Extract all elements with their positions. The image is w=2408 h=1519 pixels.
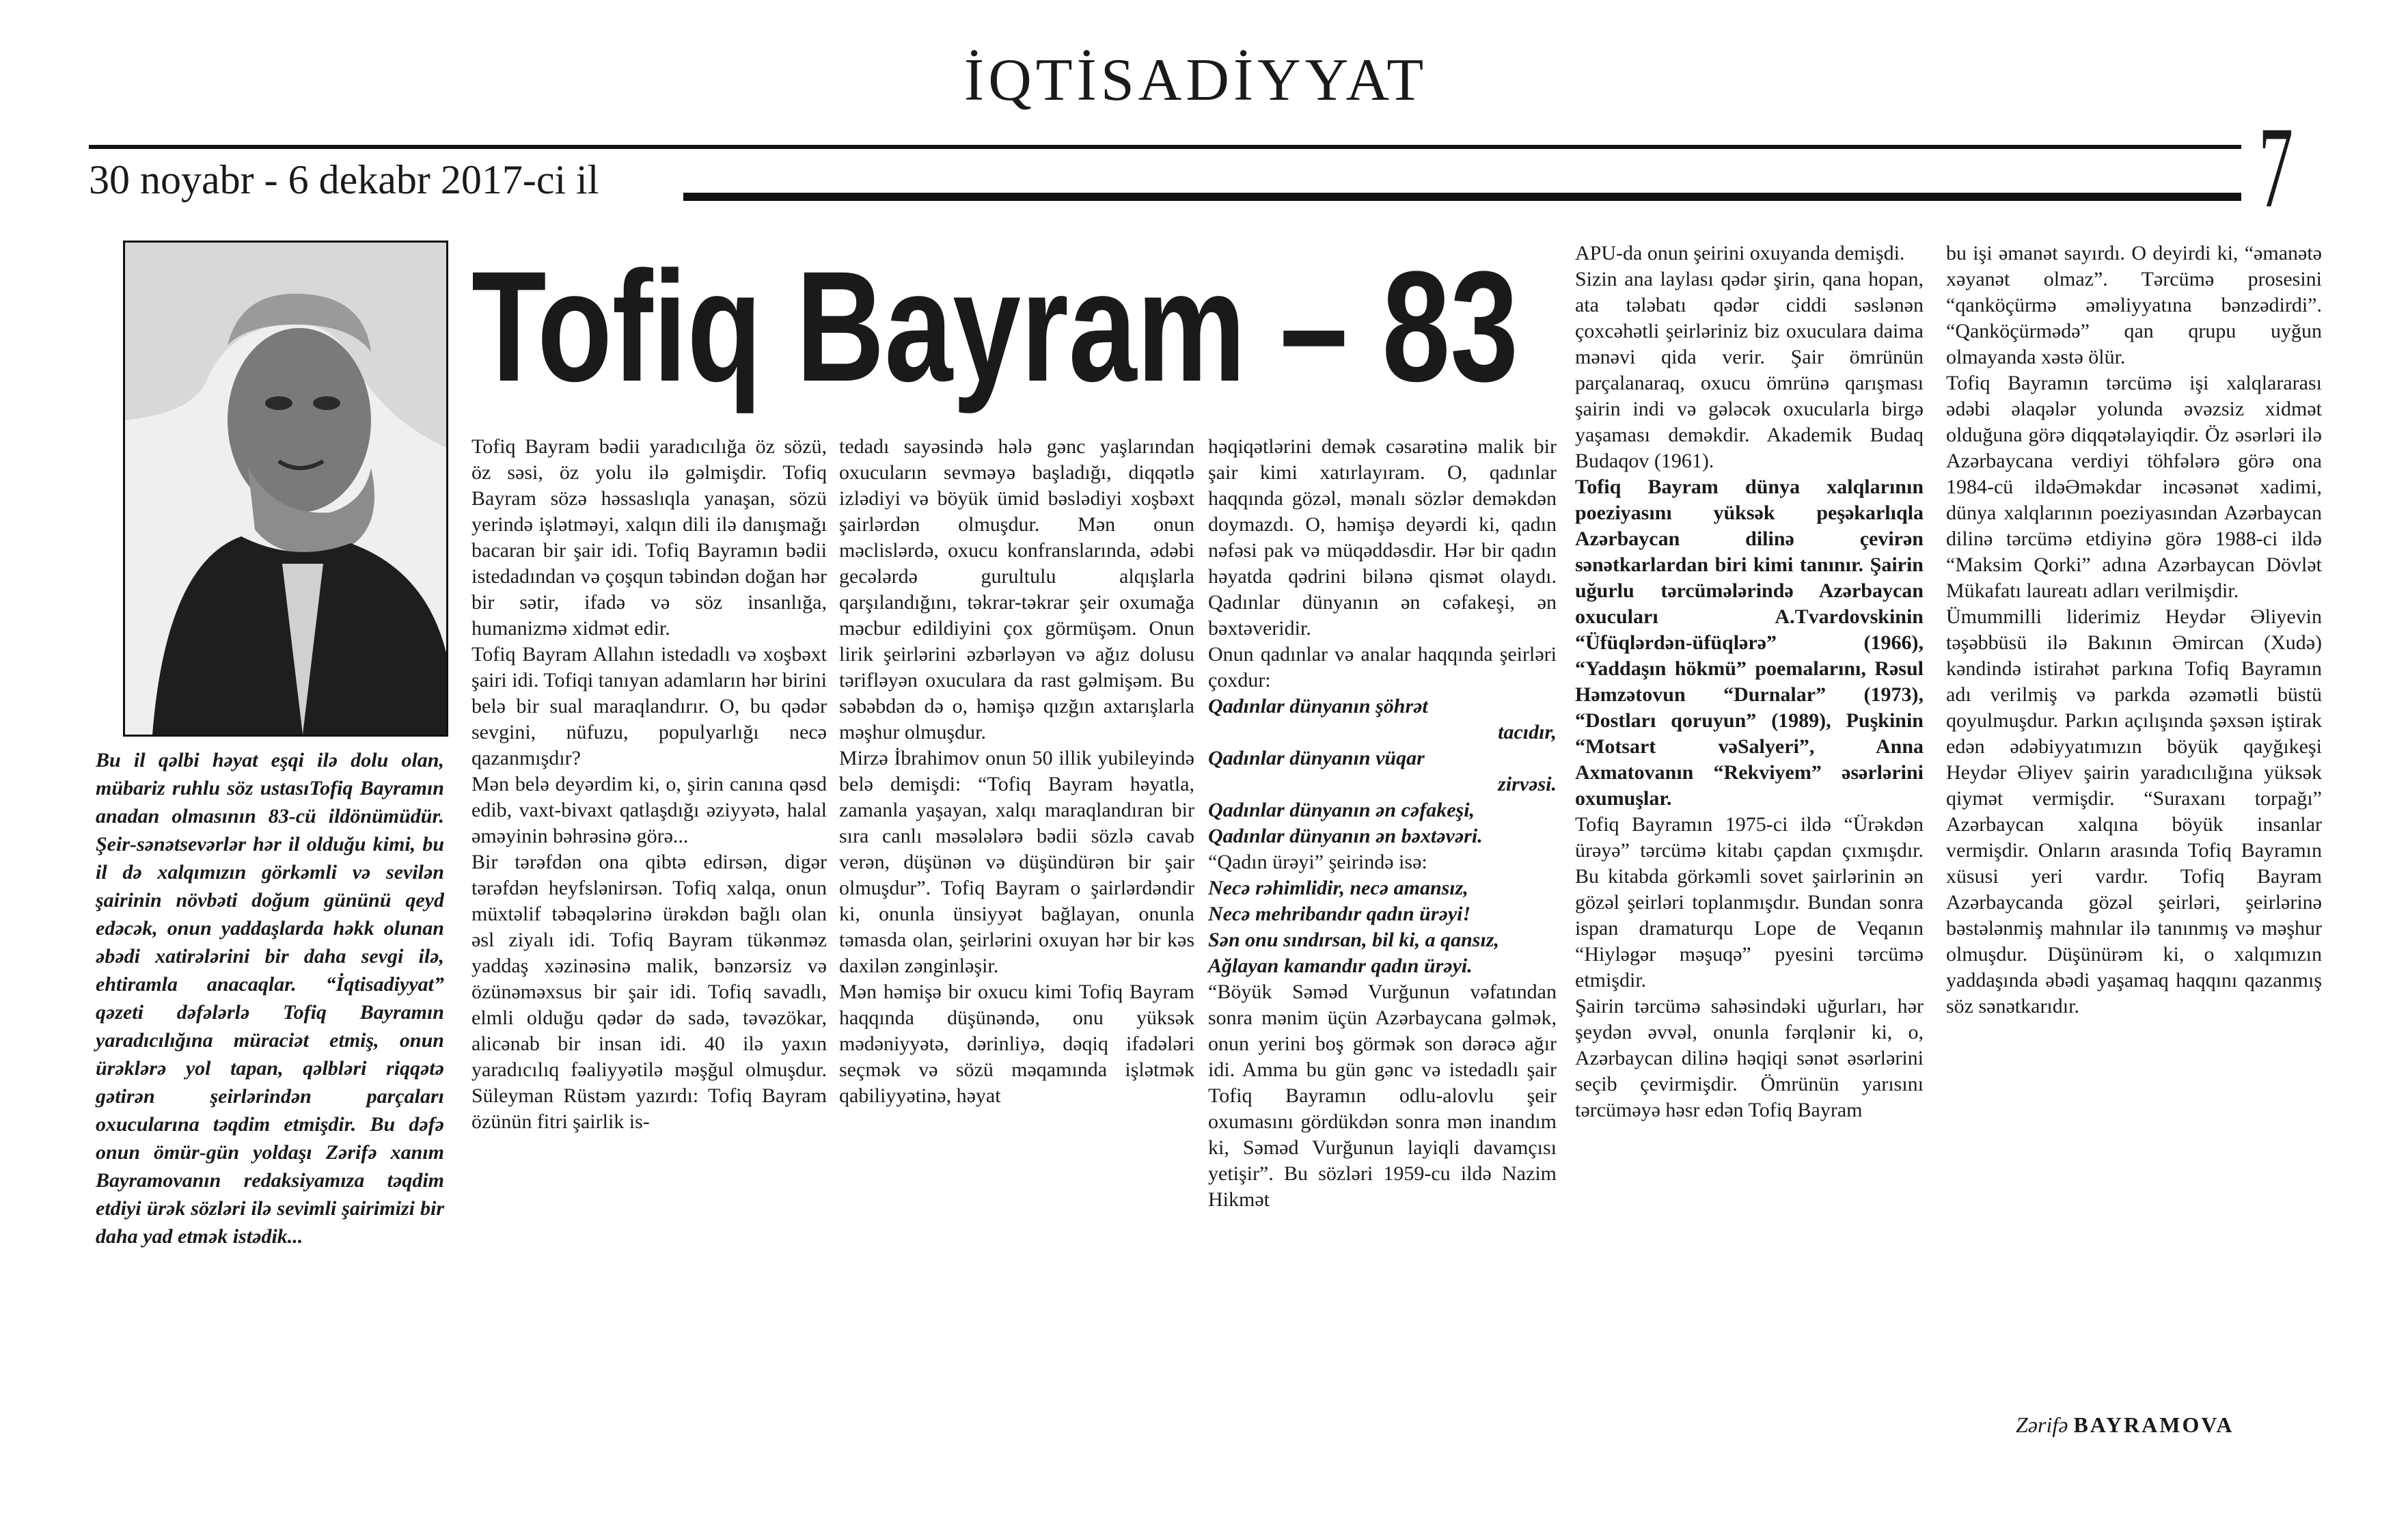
poem-line: Qadınlar dünyanın ən bəxtəvəri. (1208, 825, 1483, 847)
paragraph: Mən həmişə bir oxucu kimi Tofiq Bayram haqqında düşünəndə, onu yüksək mədəniyyətə, dərinliyə, dəqiq ifadələri seçmək və sözü məqamında işlətmək qabiliyyətinə, həyat (839, 981, 1194, 1107)
poem-line: tacıdır, (1498, 721, 1557, 743)
paragraph: Tofiq Bayram dünya xalqlarının poeziyasını yüksək peşəkarlıqla Azərbaycan dilinə çevirən sənətkarlardan biri kimi tanınır. Şairin uğurlu tərcümələrində Azərbaycan oxucuları A.Tvardovskinin “Üfüqlərdən-üfüqlərə” (1966), “Yaddaşın hökmü” poemalarını, Rəsul Həmzətovun “Durnalar” (1973), “Dostları qoruyun” (1989), Puşkinin “Motsart vəSalyeri”, Anna Axmatovanın “Rekviyem” əsərlərini oxumuşlar. (1575, 476, 1924, 810)
paragraph: Bir tərəfdən ona qibtə edirsən, digər tərəfdən heyfslənirsən. Tofiq xalqa, onun müxtəlif təbəqələrinə ürəkdən bağlı olan əsl ziyalı idi. Tofiq Bayram tükənməz yaddaş xəzinəsinə malik, bənzərsiz və özünəməxsus bir şair idi. Tofiq savadlı, elmli olduğu qədər də sadə, təvəzökar, alicənab bir insan idi. 40 ilə yaxın yaradıcılıq fəaliyyətilə məşğul olmuşdur. Süleyman Rüstəm yazırdı: Tofiq Bayram özünün fitri şairlik is- (471, 851, 827, 1133)
poem-line: Necə mehribandır qadın ürəyi! (1208, 903, 1471, 925)
paragraph: Mən belə deyərdim ki, o, şirin canına qəsd edib, vaxt-bivaxt qatlaşdığı əziyyətə, halal əməyinin bəhrəsinə görə... (471, 773, 827, 847)
article-column-5 (1946, 241, 2322, 1019)
paragraph: “Qadın ürəyi” şeirində isə: (1208, 851, 1427, 873)
masthead-rule (89, 145, 2241, 149)
article-column-2 (839, 434, 1194, 1109)
portrait-photo-icon (125, 243, 446, 735)
article-author (2016, 1411, 2234, 1438)
article-headline: Tofiq Bayram – 83 (471, 238, 1519, 414)
paragraph: “Böyük Səməd Vurğunun vəfatından sonra mənim üçün Azərbaycana gəlmək, onun yerini boş görmək son dərəcə ağır idi. Amma bu gün gənc və istedadlı şair Tofiq Bayramın odlu-alovlu şeir oxumasını gördükdən sonra mən inandım ki, Səməd Vurğunun layiqli davamçısı yetişir”. Bu sözləri 1959-cu ildə Nazim Hikmət (1208, 981, 1557, 1211)
poem-line: Qadınlar dünyanın ən cəfakeşi, (1208, 799, 1475, 821)
issue-date: 30 noyabr - 6 dekabr 2017-ci il (89, 157, 599, 202)
paragraph: Tofiq Bayram Allahın istedadlı və xoşbəxt şairi idi. Tofiqi tanıyan adamların hər birini belə bir sual maraqlandırır. O, bu qədər sevgini, nüfuzu, populyarlığı necə qazanmışdır? (471, 643, 827, 769)
paragraph: həqiqətlərini demək cəsarətinə malik bir şair kimi xatırlayıram. O, qadınlar haqqında gözəl, mənalı sözlər deməkdən doymazdı. O, həmişə deyərdi ki, qadın nəfəsi pak və müqəddəsdir. Hər bir qadın həyatda qədrini bilənə qismət olaydı. Qadınlar dünyanın ən cəfakeşi, ən bəxtəveridir. (1208, 435, 1557, 640)
paragraph: Tofiq Bayramın 1975-ci ildə “Ürəkdən ürəyə” tərcümə kitabı çapdan çıxmışdır. Bu kitabda görkəmli sovet şairlərinin ən gözəl şeirləri toplanmışdır. Bundan sonra ispan dramaturqu Lope de Veqanın “Hiyləgər məşuqə” pyesini tərcümə etmişdir. (1575, 813, 1924, 991)
portrait-photo (123, 241, 448, 737)
poem-line: Necə rəhimlidir, necə amansız, (1208, 877, 1468, 899)
paragraph: tedadı sayəsində hələ gənc yaşlarından oxucuların sevməyə başladığı, diqqətlə izlədiyi və böyük ümid bəslədiyi xoşbəxt şairlərdən olmuşdur. Mən onun məclislərdə, oxucu konfranslarında, ədəbi gecələrdə gurultulu alqışlarla qarşılandığını, təkrar-təkrar şeir oxumağa məcbur edildiyini çox görmüşəm. Onun lirik şeirlərini əzbərləyən və ağız dolusu tərifləyən oxuculara da rast gəlmişəm. Bu səbəbdən də o, həmişə qızğın axtarışlarla məşhur olmuşdur. (839, 435, 1194, 743)
date-rule (683, 193, 2241, 201)
paragraph: Onun qadınlar və analar haqqında şeirləri çoxdur: (1208, 643, 1557, 692)
poem-line: Qadınlar dünyanın şöhrət (1208, 695, 1428, 717)
author-first-name: Zərifə (2016, 1412, 2068, 1437)
paragraph: Sizin ana laylası qədər şirin, qana hopan, ata tələbatı qədər ciddi səslənən çoxcəhətli şeirləriniz biz oxuculara daima mənəvi qida verir. Şair ömrünün parçalanaraq, oxucu ömrünə qarışması şairin indi və gələcək oxucularla birgə yaşaması deməkdir. Akademik Budaq Budaqov (1961). (1575, 268, 1924, 472)
poem-line: Qadınlar dünyanın vüqar (1208, 747, 1425, 769)
paragraph: Tofiq Bayram bədii yaradıcılığa öz sözü, öz səsi, öz yolu ilə gəlmişdir. Tofiq Bayram sözə həssaslıqla yanaşan, sözü yerində işlətməyi, xalqın dili ilə danışmağı bacaran bir şair idi. Tofiq Bayramın bədii istedadından və çoşqun təbindən doğan hər bir sətir, ifadə və söz insanlığa, humanizmə xidmət edir. (471, 435, 827, 640)
paragraph: Şairin tərcümə sahəsindəki uğurları, hər şeydən əvvəl, onunla fərqlənir ki, o, Azərbaycan dilinə həqiqi sənət əsərlərini seçib çevirmişdir. Ömrünün yarısını tərcüməyə həsr edən Tofiq Bayram (1575, 995, 1924, 1121)
article-column-3 (1208, 434, 1557, 1213)
paragraph: Ümummilli liderimiz Heydər Əliyevin təşəbbüsü ilə Bakının Əmircan (Xudə) kəndində istirahət parkına Tofiq Bayramın adı verilmiş və parkda əzəmətli büstü qoyulmuşdur. Parkın açılışında şəxsən iştirak edən ədəbiyyatımızın böyük qayğıkeşi Heydər Əliyev şairin yaradıcılığına yüksək qiymət vermişdir. “Suraxanı torpağı” Azərbaycan xalqına böyük insanlar vermişdir. Onların arasında Tofiq Bayramın xüsusi yeri vardır. Tofiq Bayram Azərbaycanda gözəl şeirləri, şeirlərinə bəstələnmiş mahnılar ilə tanınmış və məşhur olmuşdur. Düşünürəm ki, o xalqımızın yaddaşında əbədi yaşamaq haqqını qazanmış söz sənətkarıdır. (1946, 605, 2322, 1017)
paragraph: Mirzə İbrahimov onun 50 illik yubileyində belə demişdi: “Tofiq Bayram həyatla, zamanla yaşayan, xalqı maraqlandıran bir sıra canlı məsələlərə bədii sözlə cavab verən, düşünən və düşündürən bir şair olmuşdur”. Tofiq Bayram o şairlərdəndir ki, onunla ünsiyyət bağlayan, onunla təmasda olan, şeirlərini oxuyan hər bir kəs daxilən zənginləşir. (839, 747, 1194, 977)
author-surname: BAYRAMOVA (2073, 1412, 2234, 1437)
page-number: 7 (2258, 103, 2293, 232)
poem-line: Ağlayan kamandır qadın ürəyi. (1208, 955, 1473, 977)
paragraph: bu işi əmanət sayırdı. O deyirdi ki, “əmanətə xəyanət olmaz”. Tərcümə prosesini “qanköçürmə əməliyyatına bənzədirdi”. “Qanköçürmədə” qan qrupu uyğun olmayanda xəstə ölür. (1946, 242, 2322, 368)
poem-line: zirvəsi. (1498, 773, 1557, 795)
article-column-4 (1575, 241, 1924, 1123)
paragraph: Tofiq Bayramın tərcümə işi xalqlararası ədəbi əlaqələr yolunda əvəzsiz xidmət olduğuna görə diqqətəlayiqdir. Öz əsərləri ilə Azərbaycana verdiyi töhfələrə görə ona 1984-cü ildəƏməkdar incəsənət xadimi, dünya xalqlarının poeziyasından Azərbaycan dilinə tərcümə etdiyinə görə 1988-ci ildə “Maksim Qorki” adına Azərbaycan Dövlət Mükafatı laureatı adları verilmişdir. (1946, 372, 2322, 602)
poem-line: Sən onu sındırsan, bil ki, a qansız, (1208, 929, 1499, 951)
article-column-1 (471, 434, 827, 1135)
photo-caption: Bu il qəlbi həyat eşqi ilə dolu olan, mübariz ruhlu söz ustasıTofiq Bayramın anadan olmasının 83-cü ildönümüdür. Şeir-sənətsevərlər hər il olduğu kimi, bu il də xalqımızın görkəmli və sevilən şairinin növbəti doğum gününü qeyd edəcək, onun yaddaşlarda həkk olunan əbədi xatirələrini bir daha sevgi ilə, ehtiramla anacaqlar. “İqtisadiyyat” qəzeti dəfələrlə Tofiq Bayramın yaradıcılığına müraciət etmiş, onun ürəklərə yol tapan, qəlbləri riqqətə gətirən şeirlərindən parçaları oxucularına təqdim etmişdir. Bu dəfə onun ömür-gün yoldaşı Zərifə xanım Bayramovanın redaksiyamıza təqdim etdiyi ürək sözləri ilə sevimli şairimizi bir daha yad etmək istədik... (96, 749, 444, 1248)
newspaper-section-title: İQTİSADİYYAT (963, 47, 1428, 113)
paragraph: APU-da onun şeirini oxuyanda demişdi. (1575, 242, 1905, 264)
